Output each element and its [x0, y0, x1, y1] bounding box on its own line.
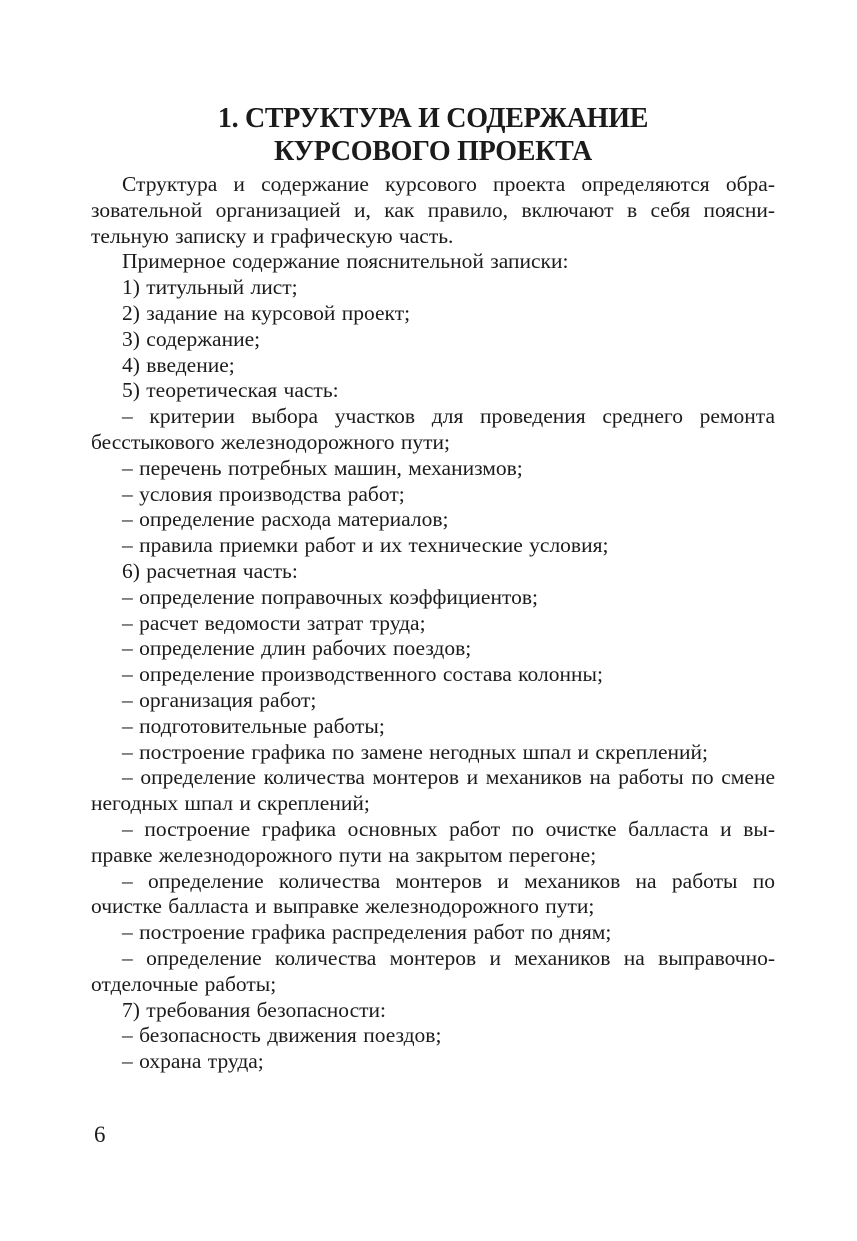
list-item: – критерии выбора участков для проведения среднего ремонта бесстыкового железнодорожного пути;	[91, 404, 775, 454]
list-item: 3) содержание;	[122, 326, 261, 351]
list-item: – построение графика распределения работ по дням;	[122, 920, 612, 945]
title-line-2: КУРСОВОГО ПРОЕКТА	[274, 136, 592, 167]
list-item: – охрана труда;	[122, 1049, 264, 1074]
list-item: – определение количества монтеров и механиков на выправочно-отделочные работы;	[91, 945, 775, 996]
paragraph: Примерное содержание пояснительной записки:	[122, 249, 569, 274]
list-item: – определение поправочных коэффициентов;	[122, 584, 538, 609]
page-title	[91, 102, 775, 168]
list-item: 7) требования безопасности:	[122, 997, 386, 1022]
list-item: – определение количества монтеров и механиков на работы по очистке балласта и выправке железнодорожного пути;	[91, 868, 775, 919]
list-item: 6) расчетная часть:	[122, 558, 298, 583]
list-item: – построение графика основных работ по очистке балласта и выправке железнодорожного пути на закрытом перегоне;	[91, 816, 775, 867]
list-item: – перечень потребных машин, механизмов;	[122, 455, 523, 480]
list-item: 2) задание на курсовой проект;	[122, 300, 411, 325]
paragraph: Структура и содержание курсового проекта определяются образовательной организацией и, как правило, включают в себя пояснительную записку и графическую часть.	[91, 172, 775, 248]
list-item: – условия производства работ;	[122, 481, 405, 506]
list-item: – определение длин рабочих поездов;	[122, 636, 472, 661]
list-item: 5) теоретическая часть:	[122, 378, 339, 403]
list-item: – определение расхода материалов;	[122, 507, 449, 532]
list-item: – правила приемки работ и их технические условия;	[122, 533, 609, 558]
page-content	[91, 102, 775, 1075]
title-line-1: 1. СТРУКТУРА И СОДЕРЖАНИЕ	[217, 103, 649, 134]
list-item: – организация работ;	[122, 687, 317, 712]
list-item: – построение графика по замене негодных шпал и скреплений;	[122, 739, 708, 764]
list-item: – определение количества монтеров и механиков на работы по смене негодных шпал и скреплений;	[91, 765, 775, 816]
list-item: – расчет ведомости затрат труда;	[122, 610, 426, 635]
list-item: – безопасность движения поездов;	[122, 1023, 442, 1048]
list-item: – определение производственного состава колонны;	[122, 662, 603, 687]
list-item: 1) титульный лист;	[122, 275, 298, 300]
list-item: 4) введение;	[122, 352, 235, 377]
list-item: – подготовительные работы;	[122, 713, 385, 738]
body-text	[91, 172, 775, 1075]
page-number: 6	[94, 1122, 106, 1147]
